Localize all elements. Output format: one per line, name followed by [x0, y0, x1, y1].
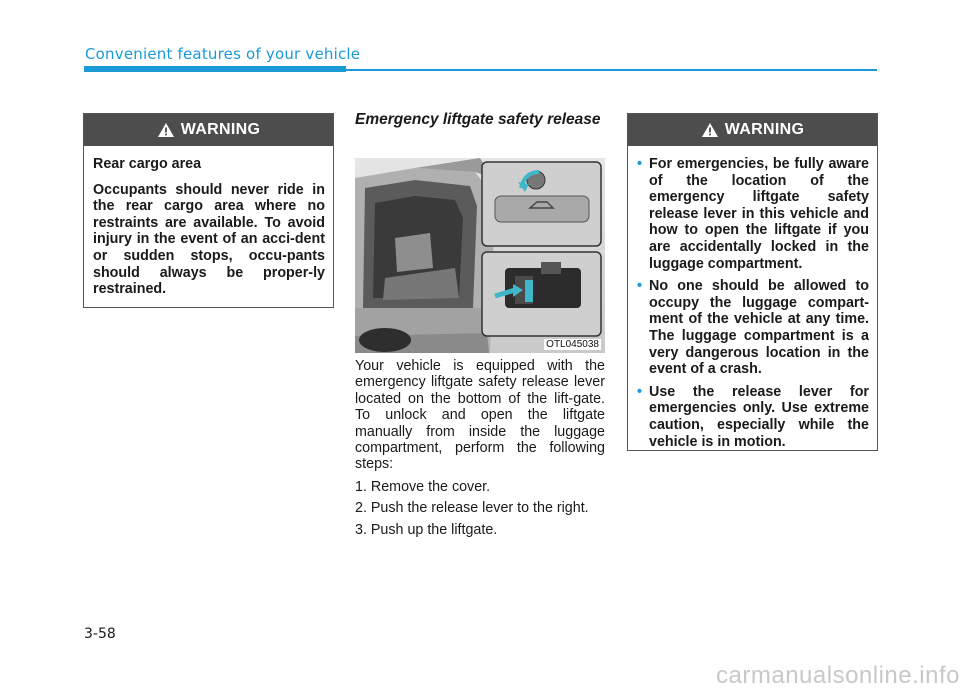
warning-header	[84, 114, 333, 146]
body-text	[355, 358, 605, 543]
step-item: 1. Remove the cover.	[355, 478, 491, 495]
header-rule	[346, 69, 877, 71]
rear-cargo-warning-box	[83, 113, 334, 308]
warning-triangle-icon	[157, 122, 175, 138]
step-item: 3. Push up the liftgate.	[355, 521, 498, 538]
figure-code: OTL045038	[546, 339, 599, 350]
liftgate-illustration	[355, 158, 605, 353]
warning-bullet: • Use the release lever for emergencies only. Use extreme caution, especially while the vehicle is in motion.	[637, 384, 869, 450]
warning-subtitle: Rear cargo area	[93, 156, 202, 172]
warning-heading: WARNING	[724, 121, 805, 138]
section-title: Emergency liftgate safety release	[355, 111, 601, 128]
header-accent-bar	[84, 66, 346, 72]
warning-bullet-list	[637, 156, 869, 450]
liftgate-release-figure	[355, 158, 605, 353]
watermark: carmanualsonline.info	[716, 662, 960, 689]
page-number: 3-58	[84, 626, 116, 642]
liftgate-warning-box	[627, 113, 878, 451]
warning-text: Occupants should never ride in the rear cargo area where no restraints are available. To avoid injury in the event of an acci-dent or sudden stops, occu-pants should always be proper-ly restrained.	[93, 181, 325, 298]
warning-bullet: • For emergencies, be fully aware of the location of the emergency liftgate safety release lever in this vehicle and how to open the liftgate if you are accidentally locked in the luggage compartment.	[637, 156, 869, 272]
section-header-title: Convenient features of your vehicle	[85, 45, 361, 63]
warning-bullet: • No one should be allowed to occupy the luggage compart-ment of the vehicle at any time. The luggage compartment is a very dangerous location in the event of a crash.	[637, 278, 869, 378]
intro-paragraph: Your vehicle is equipped with the emergency liftgate safety release lever located on the bottom of the lift-gate. To unlock and open the liftgate manually from inside the luggage compartment, perform the following steps:	[355, 358, 605, 473]
step-item: 2. Push the release lever to the right.	[355, 500, 589, 517]
warning-header	[628, 114, 877, 146]
warning-heading: WARNING	[180, 121, 261, 138]
warning-triangle-icon	[701, 122, 719, 138]
